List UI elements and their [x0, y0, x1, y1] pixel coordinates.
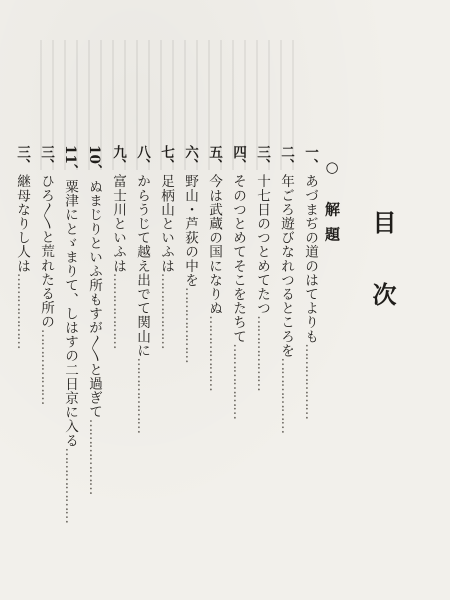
- toc-title: ぬまじりといふ所もすが〳〵と過ぎて: [86, 179, 102, 419]
- toc-entry: [34, 145, 58, 600]
- toc-number: 九、: [110, 145, 126, 173]
- toc-entry: [250, 145, 274, 600]
- toc-leader: ………………: [134, 357, 150, 434]
- toc-entry: [58, 145, 82, 600]
- toc-leader: ………………: [254, 315, 270, 391]
- toc-number: 三、: [254, 145, 270, 173]
- toc-leader: ………………: [158, 272, 174, 349]
- toc-title: 野山・芦荻の中を: [182, 174, 198, 288]
- toc-entry: [202, 145, 226, 600]
- page-title: 目次: [368, 210, 397, 354]
- toc-introduction: ○ 解題: [323, 158, 341, 252]
- toc-leader: ………………: [38, 328, 54, 405]
- toc-number: 二、: [278, 145, 294, 173]
- toc-leader: ………………: [278, 357, 294, 434]
- toc-entry: [274, 145, 298, 600]
- toc-title: 足柄山といふは: [158, 174, 174, 273]
- toc-title: 継母なりし人は: [14, 174, 30, 273]
- toc-number: 四、: [230, 145, 246, 173]
- toc-leader: ………………: [182, 287, 198, 363]
- toc-leader: ………………: [14, 272, 30, 349]
- toc-entry: [106, 145, 130, 600]
- toc-entry: [130, 145, 154, 600]
- toc-title: 今は武蔵の国になりぬ: [206, 174, 222, 316]
- toc-leader: ………………: [302, 343, 318, 419]
- toc-title: 富士川といふは: [110, 174, 126, 273]
- toc-title: からうじて越え出でて関山に: [134, 174, 150, 358]
- toc-entry: [178, 145, 202, 600]
- toc-leader: ………………: [206, 315, 222, 391]
- toc-leader: ………………: [62, 447, 78, 523]
- toc-leader: ………………: [86, 418, 102, 495]
- toc-number: 10、: [86, 145, 102, 178]
- toc-number: 八、: [134, 145, 150, 173]
- toc-number: 六、: [182, 145, 198, 173]
- toc-leader: ………………: [110, 272, 126, 349]
- toc-entry: [82, 145, 106, 600]
- toc-number: 三、: [14, 145, 30, 173]
- toc-entry: [226, 145, 250, 600]
- toc-number: 五、: [206, 145, 222, 173]
- toc-entry: [298, 145, 322, 600]
- toc-number: 11、: [62, 145, 78, 178]
- toc-title: ひろ〳〵と荒れたる所の: [38, 174, 54, 329]
- toc-number: 一、: [302, 145, 318, 173]
- toc-title: そのつとめてそこをたちて: [230, 174, 246, 344]
- toc-title: 十七日のつとめてたつ: [254, 174, 270, 316]
- toc-title: 粟津にとゞまりて、しはすの二日京に入る: [62, 179, 78, 448]
- toc-leader: ………………: [230, 343, 246, 419]
- toc-title: あづまぢの道のはてよりも: [302, 174, 318, 344]
- toc-number: 三、: [38, 145, 54, 173]
- toc-number: 七、: [158, 145, 174, 173]
- toc-entry: [10, 145, 34, 600]
- toc-title: 年ごろ遊びなれつるところを: [278, 174, 294, 358]
- toc-entry: [154, 145, 178, 600]
